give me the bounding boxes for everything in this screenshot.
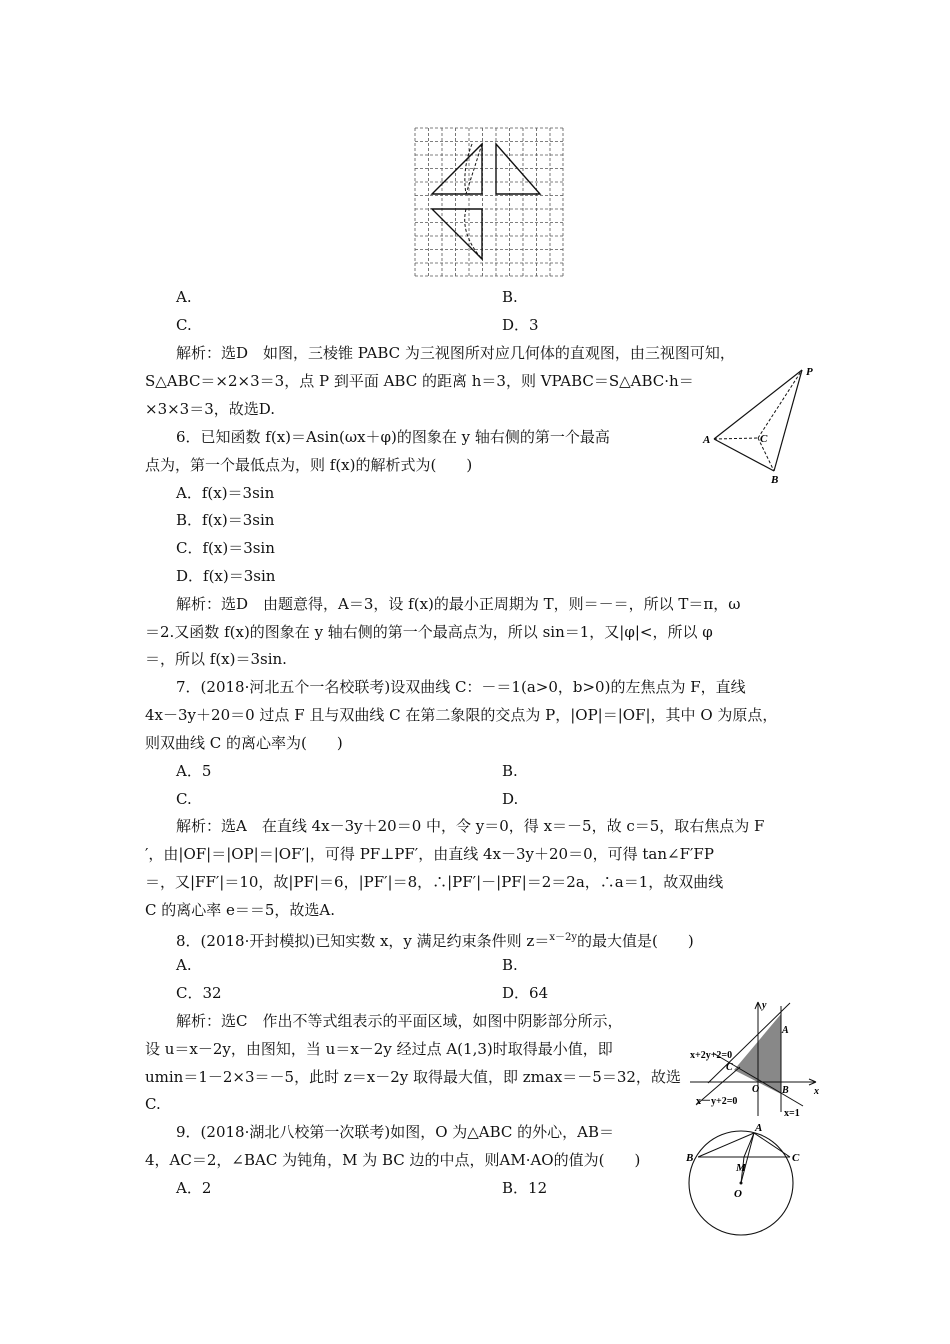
pyramid-figure	[700, 362, 830, 484]
circumcircle-figure	[684, 1121, 814, 1245]
region-axis-x: x	[814, 1086, 819, 1097]
pyramid-label-p: P	[806, 366, 813, 378]
q5-solution-line-3: ×3×3＝3，故选D.	[145, 400, 276, 418]
q7-option-c: C.	[176, 790, 192, 808]
region-line-label-3: x=1	[784, 1108, 800, 1119]
q6-option-a: A．f(x)＝3sin	[176, 484, 275, 502]
q9-option-b: B．12	[502, 1179, 548, 1197]
region-label-a: A	[782, 1025, 789, 1036]
circle-label-a: A	[755, 1122, 763, 1134]
q6-solution-line-3: ＝，所以 f(x)＝3sin.	[145, 650, 287, 668]
three-view-figure	[414, 127, 564, 277]
q7-solution-line-4: C 的离心率 e＝＝5，故选A.	[145, 901, 336, 919]
circle-label-c: C	[792, 1152, 800, 1164]
q6-option-d: D．f(x)＝3sin	[176, 567, 276, 585]
q5-solution-line-2: S△ABC＝×2×3＝3，点 P 到平面 ABC 的距离 h＝3，则 VPABC＝S△ABC·h＝	[145, 372, 694, 390]
q7-solution-line-3: ＝，又|FF′|＝10，故|PF|＝6，|PF′|＝8，∴|PF′|－|PF|＝2＝2a，∴a＝1，故双曲线	[145, 873, 724, 891]
q7-option-b: B.	[502, 762, 518, 780]
q8-stem-part-1: 8．(2018·开封模拟)已知实数 x，y 满足约束条件则 z＝	[176, 932, 550, 950]
region-line-label-2: x－y+2=0	[696, 1096, 738, 1107]
q7-solution-line-1: 解析：选A 在直线 4x－3y＋20＝0 中，令 y＝0，得 x＝－5，故 c＝5，取右焦点为 F	[176, 817, 765, 835]
q5-option-b: B.	[502, 288, 518, 306]
circle-label-o: O	[734, 1188, 742, 1200]
pyramid-label-a: A	[703, 434, 711, 446]
q5-option-d: D．3	[502, 316, 539, 334]
q8-solution-line-3: umin＝1－2×3＝－5，此时 z＝x－2y 取得最大值，即 zmax＝－5＝32，故选	[145, 1068, 681, 1086]
q6-solution-line-2: ＝2.又函数 f(x)的图象在 y 轴右侧的第一个最高点为，所以 sin＝1，又|φ|<，所以 φ	[145, 623, 713, 641]
q8-stem	[176, 928, 694, 951]
pyramid-label-c: C	[760, 433, 768, 445]
q7-option-d: D.	[502, 790, 519, 808]
q8-option-b: B.	[502, 956, 518, 974]
circle-label-b: B	[686, 1152, 694, 1164]
q8-stem-exponent: x－2y	[549, 932, 577, 943]
q7-option-a: A．5	[176, 762, 212, 780]
pyramid-label-b: B	[771, 474, 779, 484]
q7-solution-line-2: ′，由|OF|＝|OP|＝|OF′|，可得 PF⊥PF′，由直线 4x－3y＋20＝0，可得 tan∠F′FP	[145, 845, 714, 863]
q6-stem-line-2: 点为，第一个最低点为，则 f(x)的解析式为( )	[145, 456, 473, 474]
q5-solution-line-1: 解析：选D 如图，三棱锥 PABC 为三视图所对应几何体的直观图，由三视图可知，	[176, 344, 735, 362]
q8-option-c: C．32	[176, 984, 222, 1002]
q6-option-b: B．f(x)＝3sin	[176, 511, 275, 529]
q7-stem-line-1: 7．(2018·河北五个一名校联考)设双曲线 C：－＝1(a>0，b>0)的左焦点为 F，直线	[176, 678, 746, 696]
q8-solution-line-1: 解析：选C 作出不等式组表示的平面区域，如图中阴影部分所示，	[176, 1012, 623, 1030]
region-line-label-1: x+2y+2=0	[690, 1050, 733, 1061]
region-label-c: C	[726, 1062, 733, 1073]
q8-solution-line-2: 设 u＝x－2y，由图知，当 u＝x－2y 经过点 A(1,3)时取得最小值，即	[145, 1040, 613, 1058]
circle-label-m: M	[736, 1162, 746, 1174]
region-label-b: B	[782, 1085, 789, 1096]
q7-stem-line-2: 4x－3y＋20＝0 过点 F 且与双曲线 C 在第二象限的交点为 P，|OP|＝|OF|，其中 O 为原点，	[145, 706, 778, 724]
q6-solution-line-1: 解析：选D 由题意得，A＝3，设 f(x)的最小正周期为 T，则＝－＝，所以 T＝π，ω	[176, 595, 741, 613]
q6-stem-line-1: 6．已知函数 f(x)＝Asin(ωx＋φ)的图象在 y 轴右侧的第一个最高	[176, 428, 610, 446]
q9-stem-line-2: 4，AC＝2，∠BAC 为钝角，M 为 BC 边的中点，则AM·AO的值为( )	[145, 1151, 641, 1169]
region-axis-y: y	[762, 1000, 767, 1011]
feasible-region-figure	[688, 998, 823, 1122]
q8-option-d: D．64	[502, 984, 549, 1002]
q9-stem-line-1: 9．(2018·湖北八校第一次联考)如图，O 为△ABC 的外心，AB＝	[176, 1123, 615, 1141]
q8-stem-part-2: 的最大值是( )	[577, 932, 694, 950]
q7-stem-line-3: 则双曲线 C 的离心率为( )	[145, 734, 343, 752]
q9-option-a: A．2	[176, 1179, 212, 1197]
region-label-o: O	[752, 1084, 760, 1095]
q8-solution-line-4: C.	[145, 1095, 161, 1113]
q6-option-c: C．f(x)＝3sin	[176, 539, 275, 557]
q8-option-a: A.	[176, 956, 192, 974]
q5-option-c: C.	[176, 316, 192, 334]
q5-option-a: A.	[176, 288, 192, 306]
